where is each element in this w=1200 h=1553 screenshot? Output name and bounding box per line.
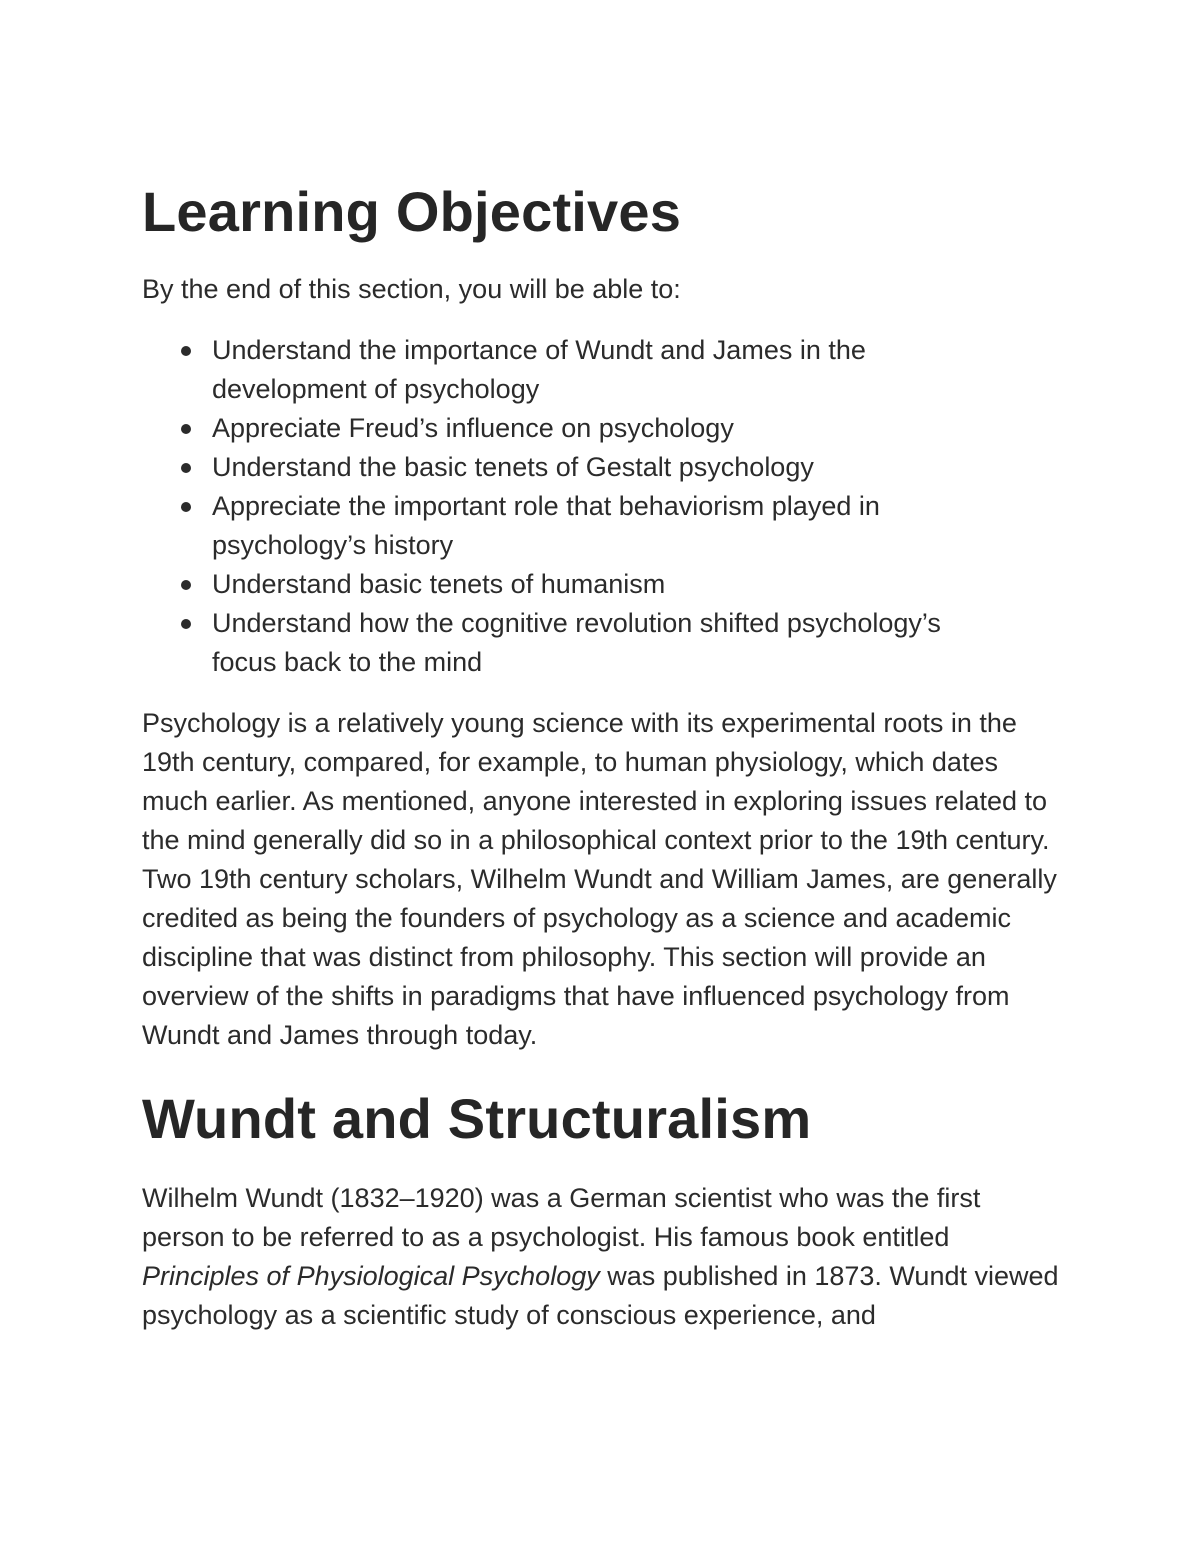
document-page — [142, 176, 1072, 1335]
list-item — [142, 331, 1012, 409]
objective-text: Understand the importance of Wundt and James in the development of psychology — [212, 335, 866, 404]
list-item — [142, 604, 1012, 682]
section-heading-learning-objectives: Learning Objectives — [142, 180, 682, 243]
objective-text: Understand how the cognitive revolution shifted psychology’s focus back to the mind — [212, 608, 941, 677]
intro-paragraph: Psychology is a relatively young science with its experimental roots in the 19th century, compared, for example, to human physiology, which dates much earlier. As mentioned, anyone interested in exploring issues related to the mind generally did so in a philosophical context prior to the 19th century. Two 19th century scholars, Wilhelm Wundt and William James, are generally credited as being the founders of psychology as a science and academic discipline that was distinct from philosophy. This section will provide an overview of the shifts in paradigms that have influenced psychology from Wundt and James through today. — [142, 708, 1057, 1050]
objective-text: Appreciate Freud’s influence on psychology — [212, 413, 734, 443]
list-item — [142, 487, 1012, 565]
list-item — [142, 409, 1012, 448]
bullet-icon — [181, 580, 191, 590]
bullet-icon — [181, 463, 191, 473]
intro-text: By the end of this section, you will be able to: — [142, 274, 681, 304]
list-item — [142, 565, 1012, 604]
objective-text: Understand basic tenets of humanism — [212, 569, 666, 599]
wundt-paragraph-start: Wilhelm Wundt (1832–1920) was a German scientist who was the first person to be referred to as a psychologist. His famous book entitled — [142, 1183, 981, 1252]
bullet-icon — [181, 619, 191, 629]
objective-text: Appreciate the important role that behaviorism played in psychology’s history — [212, 491, 880, 560]
section-heading-wundt-structuralism: Wundt and Structuralism — [142, 1087, 812, 1150]
wundt-paragraph — [142, 1179, 1067, 1335]
objective-text: Understand the basic tenets of Gestalt psychology — [212, 452, 814, 482]
objectives-list — [142, 331, 1072, 682]
list-item — [142, 448, 1012, 487]
book-title: Principles of Physiological Psychology — [142, 1261, 600, 1291]
bullet-icon — [181, 346, 191, 356]
wundt-paragraph-end: was published in 1873. Wundt viewed psychology as a scientific study of conscious experience, and — [142, 1261, 1059, 1330]
bullet-icon — [181, 424, 191, 434]
bullet-icon — [181, 502, 191, 512]
